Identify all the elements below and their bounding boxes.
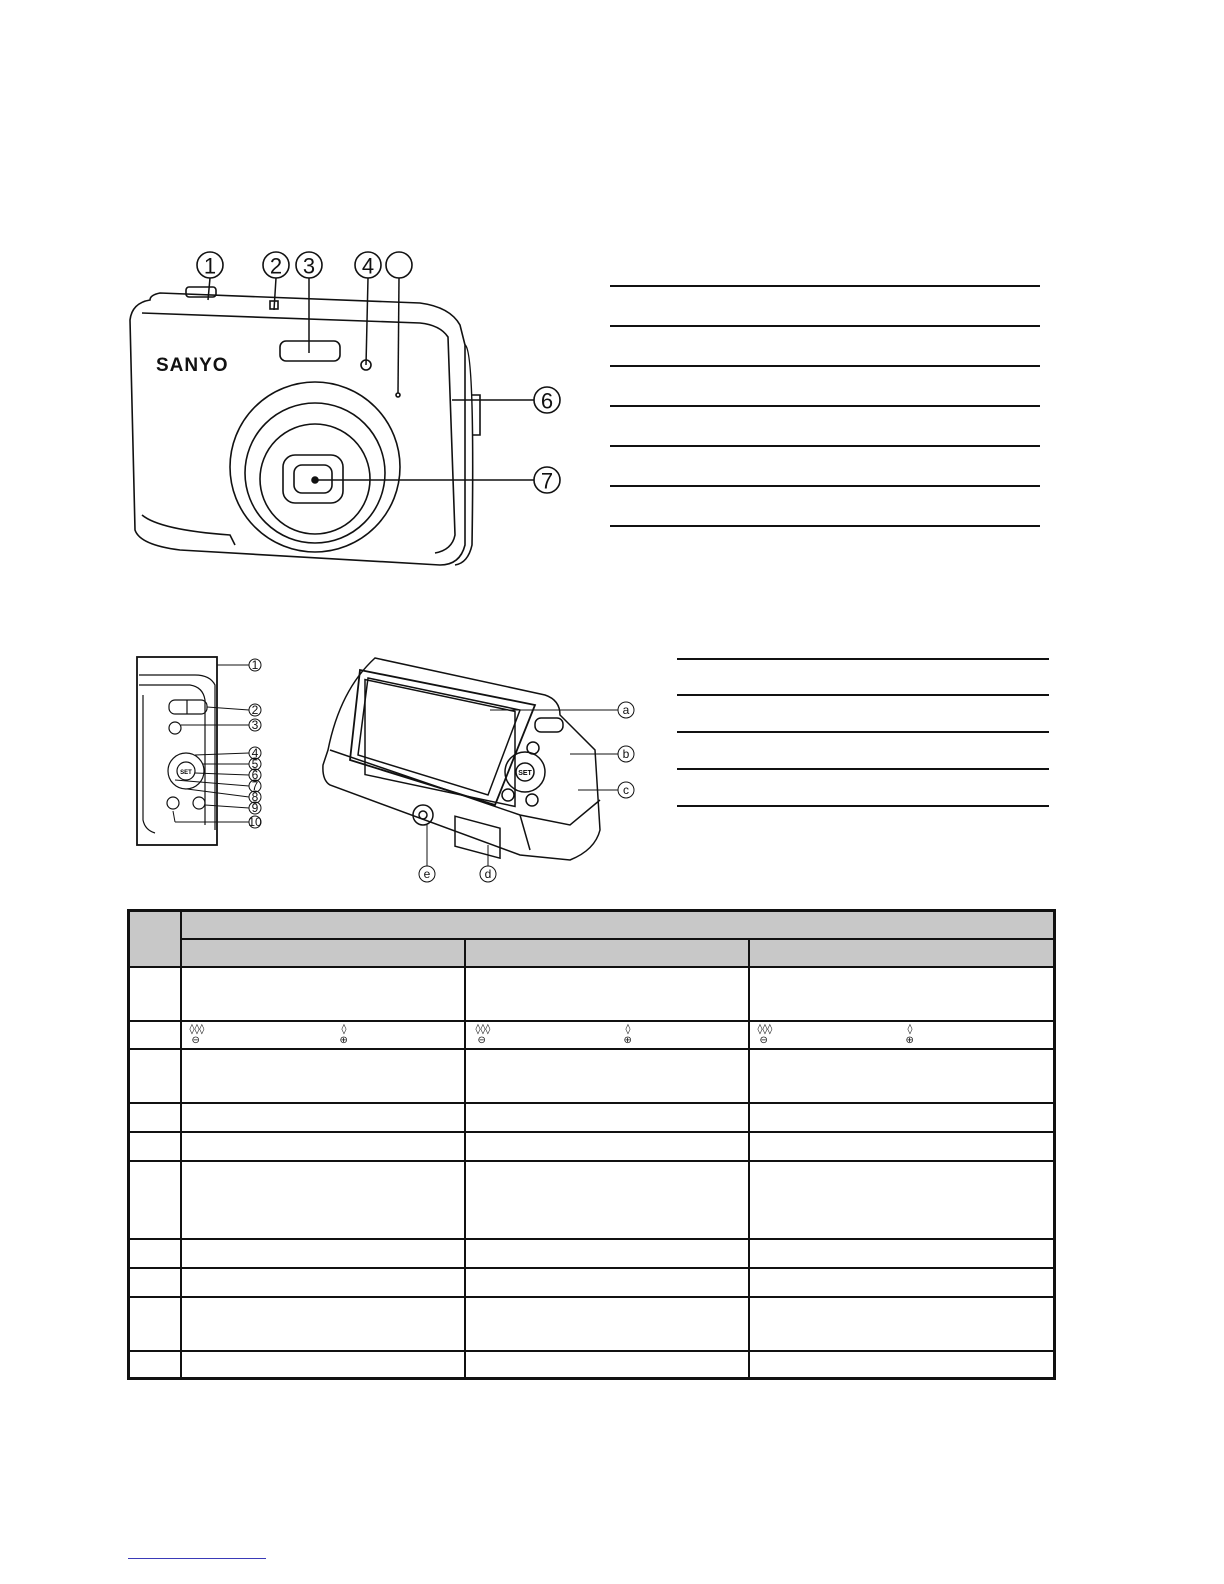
side-callout-7: 7 xyxy=(251,779,259,793)
zoom-out-icon: ⊖ xyxy=(191,1034,200,1046)
callout-b: b xyxy=(622,747,630,761)
callout-d: d xyxy=(484,867,492,881)
front-legend-line xyxy=(610,325,1040,327)
table-row xyxy=(129,1049,1055,1103)
wide-zoom-icon: ◊◊◊ xyxy=(757,1023,773,1035)
front-legend-line xyxy=(610,525,1040,527)
table-row xyxy=(129,1297,1055,1351)
table-row xyxy=(129,1351,1055,1379)
zoom-out-icon: ⊖ xyxy=(759,1034,768,1046)
callout-7: 7 xyxy=(540,468,554,494)
front-legend-line xyxy=(610,485,1040,487)
back-legend-line xyxy=(677,768,1049,770)
callout-2: 2 xyxy=(269,253,283,279)
table-col-header xyxy=(749,939,1055,967)
side-callout-6: 6 xyxy=(251,768,259,782)
front-camera-illustration xyxy=(120,245,570,585)
zoom-out-icon: ⊖ xyxy=(477,1034,486,1046)
callout-3: 3 xyxy=(302,253,316,279)
zoom-in-icon: ⊕ xyxy=(623,1034,632,1046)
zoom-in-icon: ⊕ xyxy=(905,1034,914,1046)
tele-zoom-icon: ◊ xyxy=(625,1023,631,1035)
zoom-in-icon: ⊕ xyxy=(339,1034,348,1046)
front-callouts xyxy=(197,252,560,494)
callout-4: 4 xyxy=(361,253,375,279)
back-legend-line xyxy=(677,731,1049,733)
side-callout-4: 4 xyxy=(251,746,259,760)
table-row xyxy=(129,1103,1055,1132)
side-callout-8: 8 xyxy=(251,790,259,804)
table-row xyxy=(129,1161,1055,1239)
button-function-table xyxy=(127,909,1056,1380)
set-button-label: SET xyxy=(180,770,192,776)
front-legend-line xyxy=(610,405,1040,407)
side-callout-3: 3 xyxy=(251,718,259,732)
table-col-header xyxy=(181,939,465,967)
side-callout-1: 1 xyxy=(251,658,259,672)
table-row-zoom xyxy=(129,1021,1055,1049)
back-legend-line xyxy=(677,694,1049,696)
brand-logo: SANYO xyxy=(156,355,229,376)
wide-zoom-icon: ◊◊◊ xyxy=(189,1023,205,1035)
footer-link-underline xyxy=(128,1558,266,1559)
back-legend-line xyxy=(677,805,1049,807)
tele-zoom-icon: ◊ xyxy=(907,1023,913,1035)
tele-zoom-icon: ◊ xyxy=(341,1023,347,1035)
table-row xyxy=(129,1239,1055,1268)
wide-zoom-icon: ◊◊◊ xyxy=(475,1023,491,1035)
side-callout-5: 5 xyxy=(251,757,259,771)
callout-c: c xyxy=(623,783,629,797)
table-col-header xyxy=(465,939,749,967)
callout-6: 6 xyxy=(540,388,554,414)
callout-a: a xyxy=(622,703,630,717)
table-corner-header xyxy=(129,911,181,967)
side-callout-9: 9 xyxy=(251,801,259,815)
callout-e: e xyxy=(423,867,431,881)
back-camera-illustration xyxy=(320,650,640,885)
side-callout-10: 10 xyxy=(248,815,262,829)
front-legend-line xyxy=(610,365,1040,367)
side-panel-illustration xyxy=(135,655,270,850)
front-legend-line xyxy=(610,445,1040,447)
table-row xyxy=(129,967,1055,1021)
back-legend-line xyxy=(677,658,1049,660)
camera-front-body xyxy=(130,287,480,565)
table-group-header xyxy=(181,911,1055,939)
table-row xyxy=(129,1268,1055,1297)
front-legend-line xyxy=(610,285,1040,287)
table-row xyxy=(129,1132,1055,1161)
back-set-button-label: SET xyxy=(518,770,532,777)
side-callout-2: 2 xyxy=(251,703,259,717)
callout-1: 1 xyxy=(203,253,217,279)
